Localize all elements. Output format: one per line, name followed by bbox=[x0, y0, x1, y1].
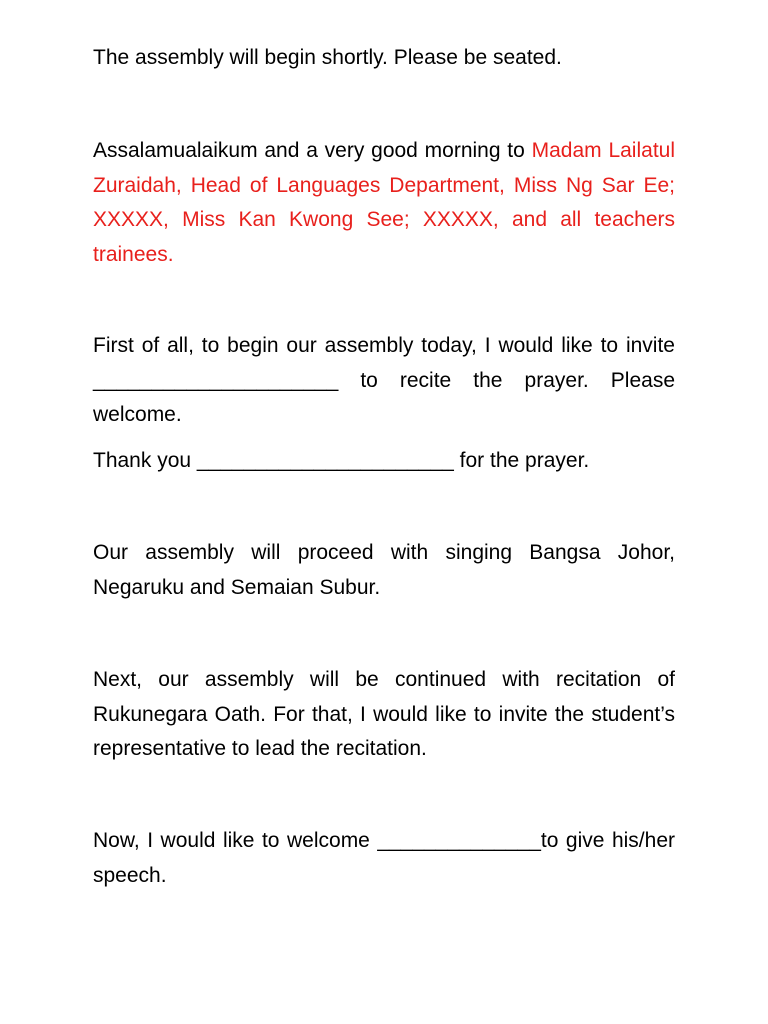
speech-paragraph: Now, I would like to welcome ______________to give his/her speech. bbox=[93, 829, 675, 887]
greeting-lead: Assalamualaikum and a very good morning to bbox=[93, 139, 532, 162]
greeting-paragraph bbox=[93, 134, 675, 272]
rukunegara-paragraph: Next, our assembly will be continued with recitation of Rukunegara Oath. For that, I would like to invite the student’s representative to lead the recitation. bbox=[93, 668, 675, 760]
opening-line: The assembly will begin shortly. Please be seated. bbox=[93, 46, 562, 69]
prayer-invite-paragraph: First of all, to begin our assembly today, I would like to invite _____________________ to recite the prayer. Please welcome. bbox=[93, 334, 675, 426]
greeting-guests: Madam Lailatul Zuraidah, Head of Languages Department, Miss Ng Sar Ee; XXXXX, Miss Kan Kwong See; XXXXX, and all teachers trainees. bbox=[93, 139, 675, 266]
prayer-thanks-line: Thank you ______________________ for the prayer. bbox=[93, 449, 590, 472]
songs-paragraph: Our assembly will proceed with singing Bangsa Johor, Negaruku and Semaian Subur. bbox=[93, 541, 675, 599]
